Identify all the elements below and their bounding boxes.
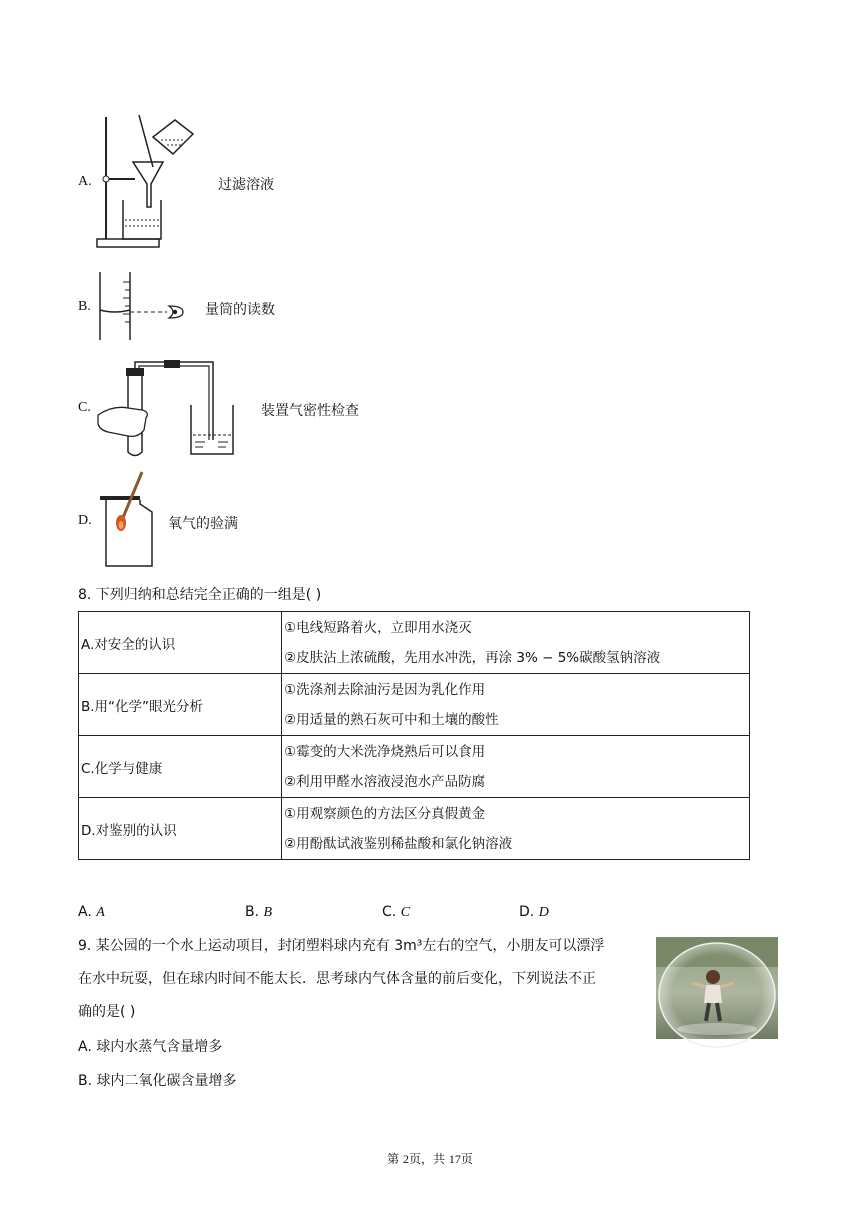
q9-stem-line-2: 在水中玩耍，但在球内时间不能太长．思考球内气体含量的前后变化，下列说法不正 xyxy=(78,971,596,987)
oxygen-full-test-icon xyxy=(100,470,160,570)
q9-option-a[interactable]: A. 球内水蒸气含量增多 xyxy=(78,1039,223,1055)
page-total: 17 xyxy=(448,1152,461,1166)
q8-choice-d[interactable]: D. D xyxy=(519,904,549,920)
q8-items-d xyxy=(282,798,750,860)
q8-d-item-1: ①用观察颜色的方法区分真假黄金 xyxy=(284,805,486,822)
q9-stem-line-3: 确的是( ) xyxy=(78,1004,136,1020)
q8-category-d: D.对鉴别的认识 xyxy=(79,798,282,860)
q8-choice-b[interactable]: B. B xyxy=(245,904,273,920)
q8-c-item-2: ②利用甲醛水溶液浸泡水产品防腐 xyxy=(284,773,486,790)
q9-option-b[interactable]: B. 球内二氧化碳含量增多 xyxy=(78,1073,237,1089)
filtration-apparatus-icon xyxy=(95,112,205,252)
q8-a-item-1: ①电线短路着火，立即用水浇灭 xyxy=(284,619,472,636)
q8-choice-c[interactable]: C. C xyxy=(382,904,411,920)
q8-d-item-2: ②用酚酞试液鉴别稀盐酸和氯化钠溶液 xyxy=(284,835,513,852)
option-d-letter: D. xyxy=(78,513,92,528)
page-footer: 第 2页，共 17页 xyxy=(387,1152,473,1166)
option-a-letter: A. xyxy=(78,174,92,189)
q8-items-b xyxy=(282,674,750,736)
table-row xyxy=(79,736,750,798)
q9-stem-line-1: 9. 某公园的一个水上运动项目，封闭塑料球内充有 3m³左右的空气，小朋友可以漂浮 xyxy=(78,938,605,954)
q8-stem: 8. 下列归纳和总结完全正确的一组是( ) xyxy=(78,587,322,603)
q8-items-c xyxy=(282,736,750,798)
table-row xyxy=(79,612,750,674)
airtightness-check-icon xyxy=(98,360,238,460)
page-number: 2 xyxy=(402,1152,409,1166)
q8-table xyxy=(78,611,750,860)
q8-b-item-1: ①洗涤剂去除油污是因为乳化作用 xyxy=(284,681,486,698)
option-b-letter: B. xyxy=(78,299,91,314)
q8-category-a: A.对安全的认识 xyxy=(79,612,282,674)
option-b-caption: 量筒的读数 xyxy=(205,302,275,318)
option-a-caption: 过滤溶液 xyxy=(218,177,274,193)
graduated-cylinder-reading-icon xyxy=(95,272,190,342)
child-in-water-ball-photo xyxy=(656,937,778,1039)
table-row xyxy=(79,798,750,860)
q8-category-c: C.化学与健康 xyxy=(79,736,282,798)
option-d-caption: 氧气的验满 xyxy=(168,516,238,532)
q8-a-item-2: ②皮肤沾上浓硫酸，先用水冲洗，再涂 3% − 5%碳酸氢钠溶液 xyxy=(284,649,661,666)
q8-choice-a[interactable]: A. A xyxy=(78,904,105,920)
option-c-caption: 装置气密性检查 xyxy=(261,403,359,419)
table-row xyxy=(79,674,750,736)
q8-c-item-1: ①霉变的大米洗净烧熟后可以食用 xyxy=(284,743,486,760)
option-c-letter: C. xyxy=(78,400,91,415)
q8-b-item-2: ②用适量的熟石灰可中和土壤的酸性 xyxy=(284,711,499,728)
q8-category-b: B.用“化学”眼光分析 xyxy=(79,674,282,736)
q8-items-a xyxy=(282,612,750,674)
